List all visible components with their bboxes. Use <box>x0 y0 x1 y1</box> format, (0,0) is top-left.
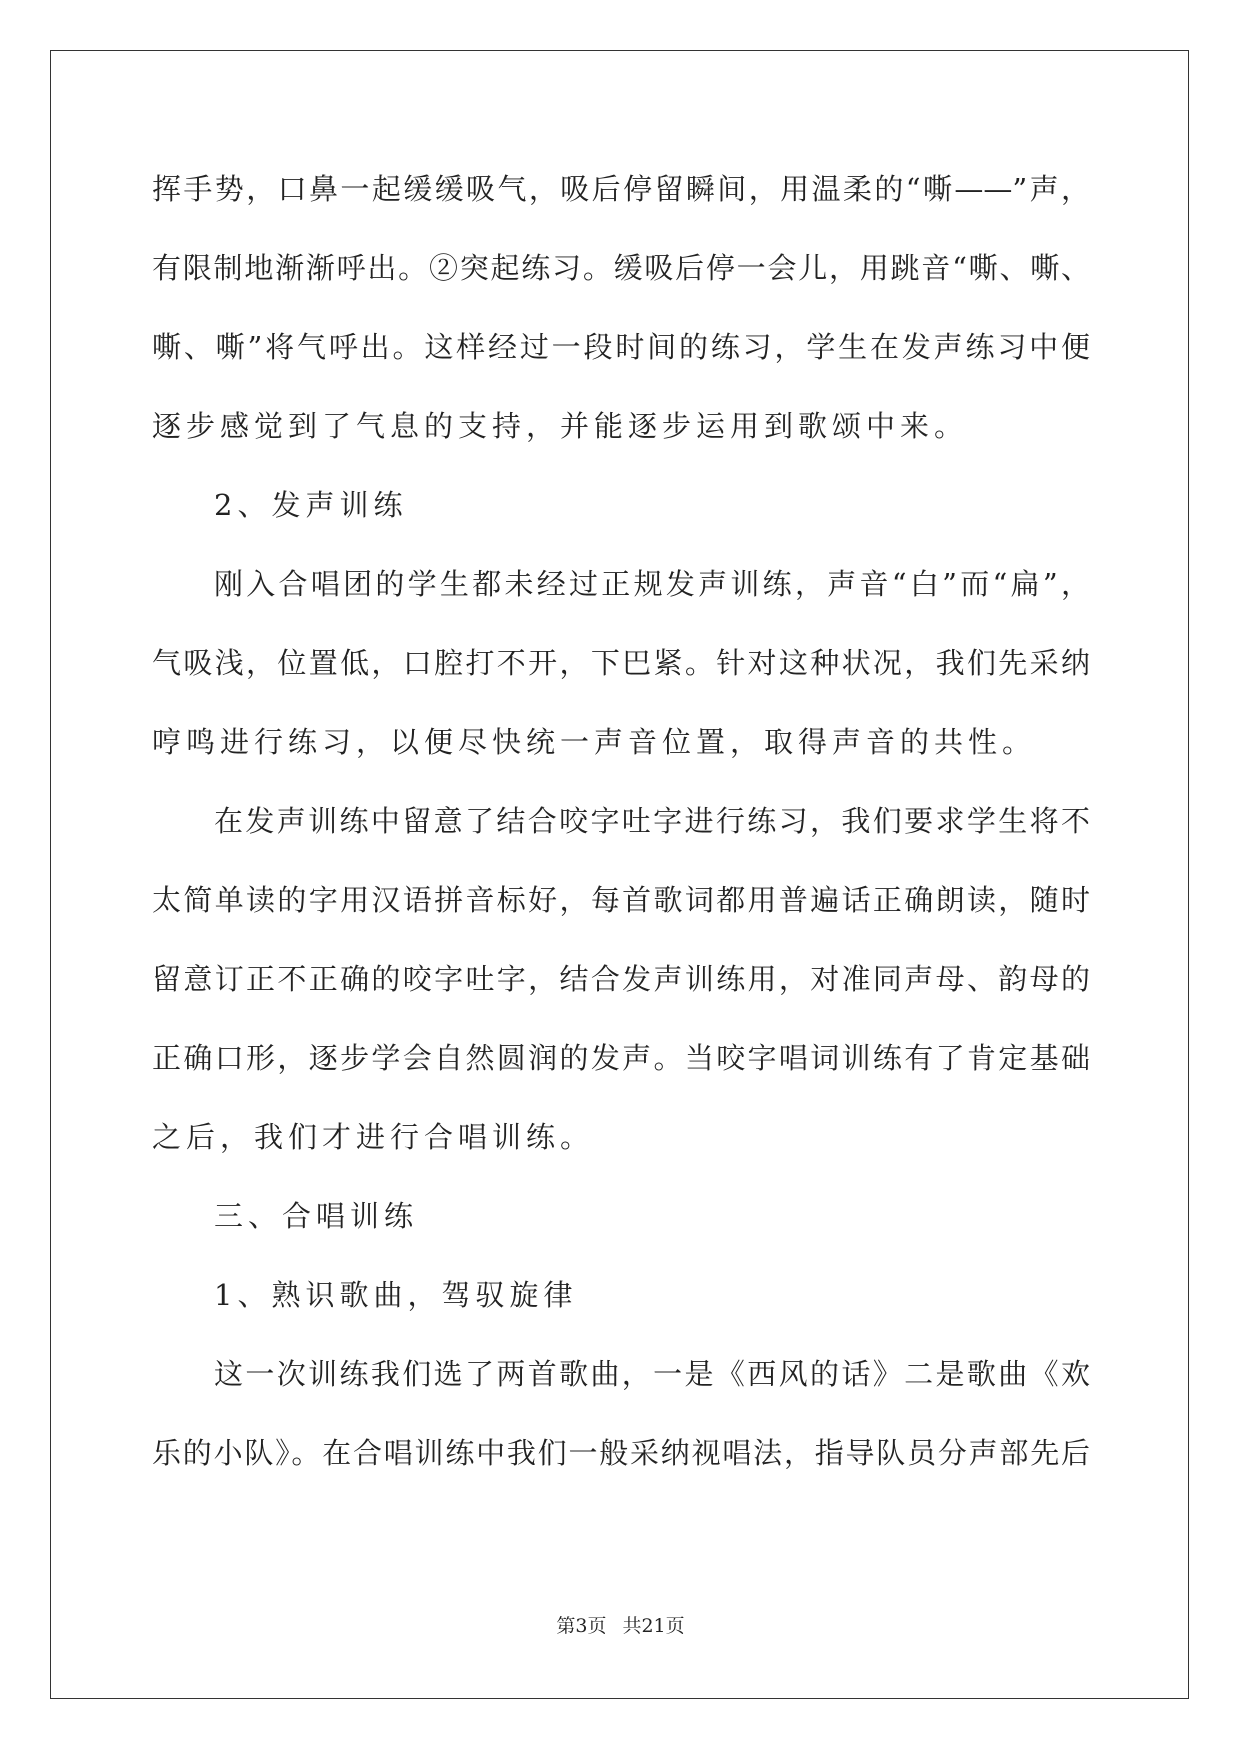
text-line: 有限制地渐渐呼出。②突起练习。缓吸后停一会儿，用跳音“嘶、嘶、 <box>152 251 1090 285</box>
text-line: 太简单读的字用汉语拼音标好，每首歌词都用普遍话正确朗读，随时 <box>152 883 1090 917</box>
text-line: 哼鸣进行练习，以便尽快统一声音位置，取得声音的共性。 <box>152 725 1037 759</box>
text-line: 刚入合唱团的学生都未经过正规发声训练，声音“白”而“扁”， <box>214 567 1090 601</box>
page-total: 共21页 <box>622 1615 685 1637</box>
text-line: 在发声训练中留意了结合咬字吐字进行练习，我们要求学生将不 <box>214 804 1090 838</box>
section-heading: 2、发声训练 <box>214 488 408 522</box>
text-line: 乐的小队》。在合唱训练中我们一般采纳视唱法，指导队员分声部先后 <box>152 1436 1090 1470</box>
text-line: 这一次训练我们选了两首歌曲，一是《西风的话》二是歌曲《欢 <box>214 1357 1090 1391</box>
text-line: 之后，我们才进行合唱训练。 <box>152 1120 595 1154</box>
text-line: 嘶、嘶”将气呼出。这样经过一段时间的练习，学生在发声练习中便 <box>152 330 1090 364</box>
section-heading: 三、合唱训练 <box>214 1199 419 1233</box>
text-line: 挥手势，口鼻一起缓缓吸气，吸后停留瞬间，用温柔的“嘶——”声， <box>152 172 1090 206</box>
text-line: 留意订正不正确的咬字吐字，结合发声训练用，对准同声母、韵母的 <box>152 962 1090 996</box>
page-number: 第3页 <box>556 1615 607 1637</box>
text-line: 正确口形，逐步学会自然圆润的发声。当咬字唱词训练有了肯定基础 <box>152 1041 1090 1075</box>
text-line: 气吸浅，位置低，口腔打不开，下巴紧。针对这种状况，我们先采纳 <box>152 646 1090 680</box>
page-footer <box>0 1614 1241 1638</box>
section-heading: 1、熟识歌曲，驾驭旋律 <box>214 1278 578 1312</box>
text-line: 逐步感觉到了气息的支持，并能逐步运用到歌颂中来。 <box>152 409 969 443</box>
